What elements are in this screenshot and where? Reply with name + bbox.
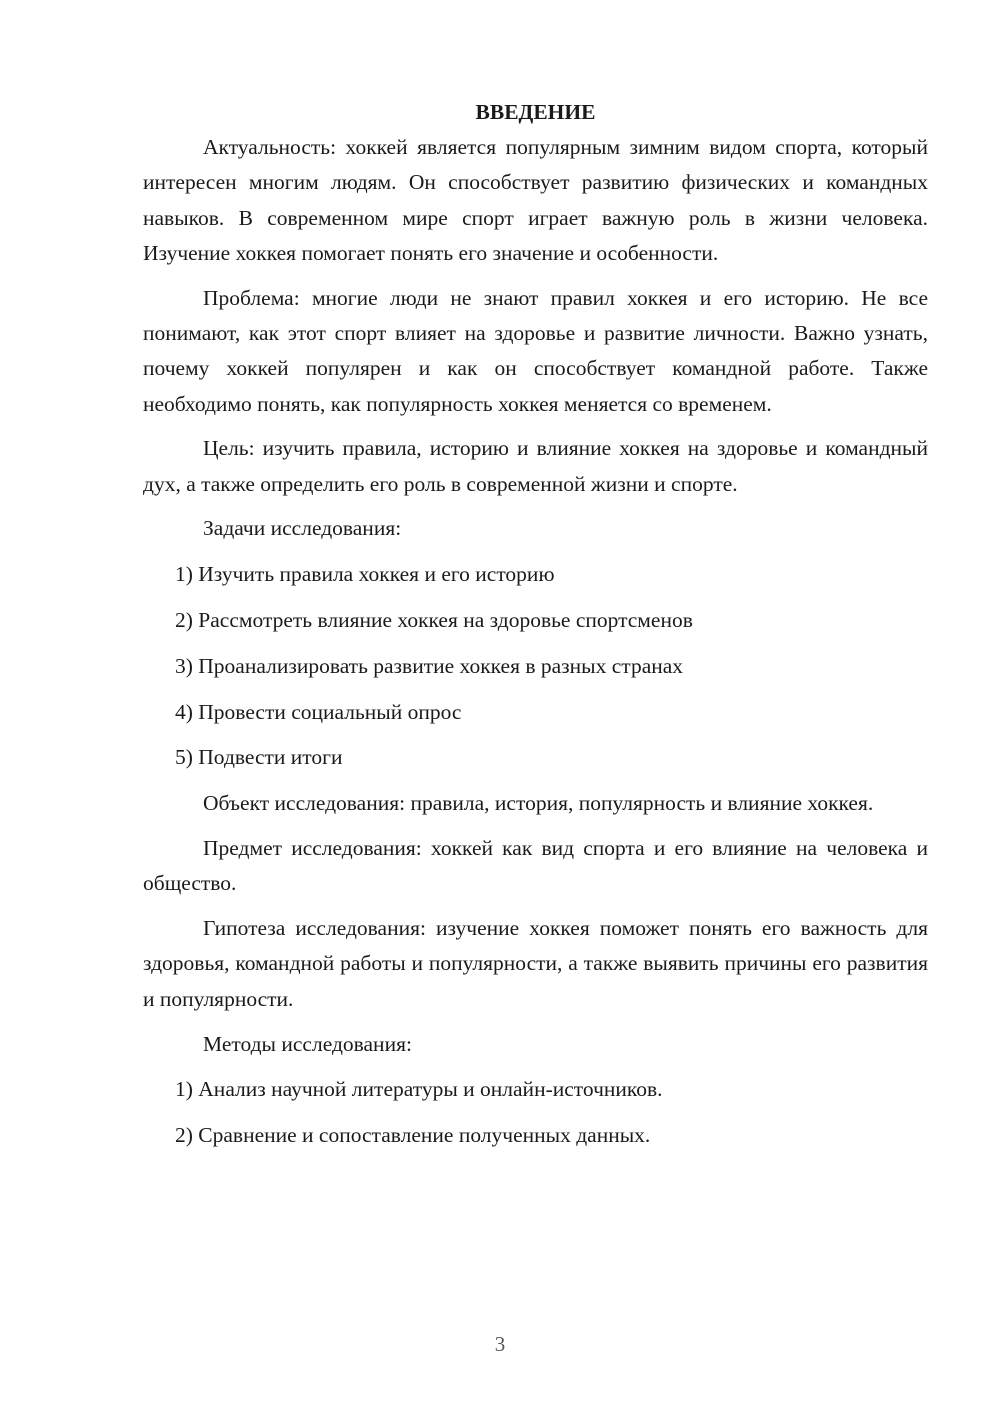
list-item: 3) Проанализировать развитие хоккея в разных странах [175, 653, 684, 678]
methods-label: Методы исследования: [203, 1031, 412, 1056]
list-item: 1) Анализ научной литературы и онлайн-источников. [175, 1077, 663, 1102]
list-item: 4) Провести социальный опрос [175, 699, 462, 724]
tasks-label: Задачи исследования: [203, 516, 402, 541]
tasks-list [143, 557, 928, 775]
object-paragraph: Объект исследования: правила, история, популярность и влияние хоккея. [203, 791, 874, 816]
list-item: 1) Изучить правила хоккея и его историю [175, 562, 555, 587]
page-number: 3 [494, 1332, 506, 1356]
list-item: 5) Подвести итоги [175, 745, 343, 770]
methods-list [143, 1072, 928, 1153]
relevance-paragraph: Актуальность: хоккей является популярным зимним видом спорта, который интересен многим людям. Он способствует развитию физических и командных навыков. В современном мире спорт играет важную роль в жизни человека. Изучение хоккея помогает понять его значение и особенности. [143, 135, 928, 265]
section-title: ВВЕДЕНИЕ [475, 100, 596, 124]
list-item: 2) Рассмотреть влияние хоккея на здоровье спортсменов [175, 608, 693, 633]
subject-paragraph: Предмет исследования: хоккей как вид спорта и его влияние на человека и общество. [143, 836, 928, 896]
list-item: 2) Сравнение и сопоставление полученных данных. [175, 1123, 651, 1148]
document-page [143, 95, 928, 1164]
problem-paragraph: Проблема: многие люди не знают правил хоккея и его историю. Не все понимают, как этот спорт влияет на здоровье и развитие личности. Важно узнать, почему хоккей популярен и как он способствует командной работе. Также необходимо понять, как популярность хоккея меняется со временем. [143, 285, 928, 416]
hypothesis-paragraph: Гипотеза исследования: изучение хоккея поможет понять его важность для здоровья, командной работы и популярности, а также выявить причины его развития и популярности. [143, 916, 928, 1011]
goal-paragraph: Цель: изучить правила, историю и влияние хоккея на здоровье и командный дух, а также определить его роль в современной жизни и спорте. [143, 436, 928, 496]
